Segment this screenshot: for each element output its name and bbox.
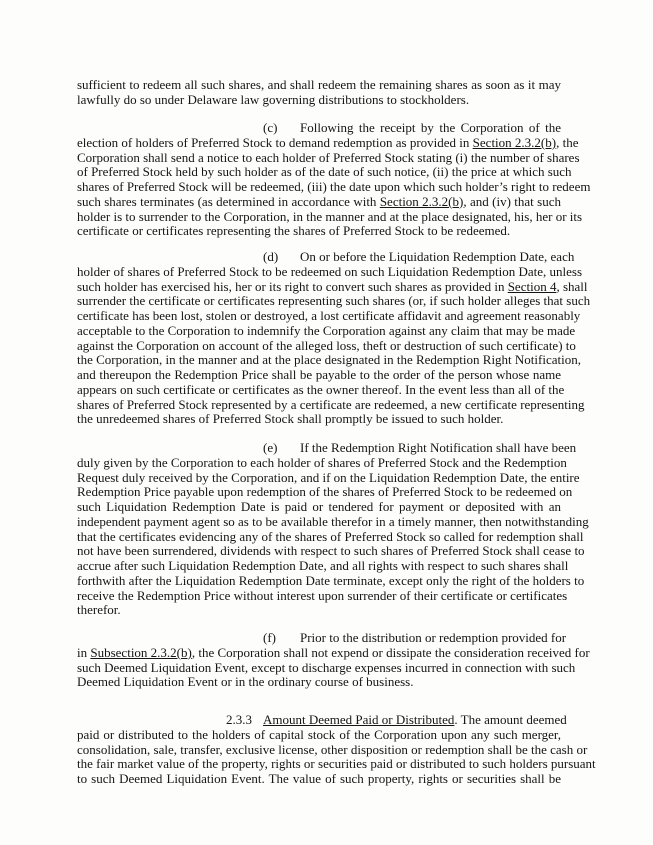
text-line (77, 756, 596, 772)
text-line (77, 396, 585, 413)
section-2-3-3 (77, 712, 596, 787)
text-segment: , shall (556, 278, 588, 294)
line-text (77, 528, 584, 545)
text-line (77, 352, 581, 368)
line-text (77, 396, 585, 413)
paragraph-d (77, 249, 591, 427)
text-line (77, 630, 567, 646)
text-segment: , the (556, 134, 579, 150)
text-line (77, 772, 561, 787)
line-text (77, 149, 580, 166)
text-line (77, 121, 561, 136)
text-segment: therefor. (77, 602, 121, 618)
text-line (77, 308, 581, 324)
paragraph-label: (d) (263, 249, 279, 264)
line-text (77, 659, 576, 676)
text-line (77, 587, 568, 604)
text-line (77, 337, 576, 354)
paragraph-label: (f) (263, 630, 276, 645)
text-segment: sufficient to redeem all such shares, and shall redeem the remaining shares as soon as it may (77, 77, 561, 92)
text-segment: shares of Preferred Stock represented by a certificate are redeemed, a new certificate representing (77, 396, 585, 412)
text-line (77, 712, 567, 728)
text-line (77, 484, 573, 500)
paragraph-e (77, 440, 589, 618)
text-segment: If the Redemption Right Notification shall have been (300, 440, 577, 455)
line-text (77, 134, 579, 151)
line-text (77, 543, 585, 559)
text-segment: the unredeemed shares of Preferred Stock shall promptly be issued to such holder. (77, 411, 504, 427)
text-segment: such shares terminates (as determined in accordance with (77, 193, 380, 209)
section-reference: Section 2.3.2(b) (379, 193, 464, 209)
text-segment: against the Corporation on account of the alleged loss, theft or destruction of such certificate) to (77, 337, 576, 353)
section-reference: Section 4 (507, 278, 557, 294)
line-text (77, 572, 585, 589)
line-text (77, 741, 588, 758)
text-segment: the Corporation, in the manner and at the place designated in the Redemption Right Notification, (77, 352, 581, 368)
text-segment: acceptable to the Corporation to indemnify the Corporation against any claim that may be made (77, 322, 576, 338)
text-segment: such Deemed Liquidation Event, except to discharge expenses incurred in connection with such (77, 659, 576, 675)
text-segment: in (77, 644, 91, 660)
line-text (77, 293, 591, 309)
line-text (77, 644, 590, 661)
text-segment: shares of Preferred Stock will be redeemed, (iii) the date upon which such holder’s right to redeem (77, 179, 591, 194)
text-line (77, 528, 584, 545)
line-text (77, 164, 572, 180)
text-line (77, 78, 561, 93)
text-segment: , the Corporation shall not expend or dissipate the consideration received for (191, 644, 590, 660)
paragraph-label: (c) (263, 120, 278, 135)
text-line (77, 224, 561, 239)
line-text (77, 195, 561, 210)
text-line (77, 469, 580, 486)
text-line (77, 603, 561, 618)
text-segment: such Liquidation Redemption Date is paid or tendered for payment or deposited with an (77, 499, 561, 514)
text-segment: and thereupon the Redemption Price shall be payable to the order of the person whose name (77, 367, 561, 382)
line-text (300, 440, 577, 456)
line-text (77, 337, 576, 354)
text-line (77, 500, 561, 515)
text-segment: . The amount deemed (454, 712, 567, 727)
text-segment: duly given by the Corporation to each holder of shares of Preferred Stock and the Redemption (77, 454, 567, 470)
section-reference: Section 2.3.2(b) (472, 134, 557, 150)
text-segment: On or before the Liquidation Redemption Date, each (300, 249, 575, 264)
line-text (77, 322, 576, 339)
text-line (77, 454, 567, 471)
text-segment: such holder has exercised his, her or its right to convert such shares as provided in (77, 278, 508, 294)
line-text (300, 121, 561, 136)
text-segment: of Preferred Stock held by such holder as of the date of such notice, (ii) the price at which such (77, 164, 572, 180)
line-text (77, 772, 561, 787)
paragraph-c (77, 120, 591, 239)
text-segment: paid or distributed to the holders of capital stock of the Corporation upon any such merger, (77, 726, 561, 742)
text-line (77, 149, 580, 166)
text-line (77, 293, 591, 309)
line-text (77, 179, 591, 195)
line-text (77, 603, 561, 618)
text-segment: Following the receipt by the Corporation of the (300, 120, 561, 135)
text-line (77, 440, 577, 456)
text-segment: consolidation, sale, transfer, exclusive license, other disposition or redemption shall be the cash or (77, 741, 588, 757)
line-text (77, 412, 561, 427)
text-segment: forthwith after the Liquidation Redemption Date terminate, except only the right of the holders to (77, 572, 585, 588)
text-line (77, 659, 576, 676)
text-line (77, 543, 585, 559)
text-line (77, 93, 561, 108)
text-segment: Deemed Liquidation Event or in the ordinary course of business. (77, 674, 414, 690)
text-segment: holder of shares of Preferred Stock to be redeemed on such Liquidation Redemption Date, unless (77, 263, 583, 279)
line-text (77, 513, 589, 530)
line-text (77, 728, 561, 743)
line-text (77, 93, 561, 108)
text-segment: independent payment agent so as to be available therefor in a timely manner, then notwithstanding (77, 513, 589, 529)
line-text (77, 381, 565, 398)
line-text (77, 263, 583, 280)
text-segment: accrue after such Liquidation Redemption Date, and all rights with respect to such shares shall (77, 558, 569, 573)
text-segment: lawfully do so under Delaware law governing distributions to stockholders. (77, 91, 470, 107)
line-text (77, 484, 573, 500)
line-text (77, 78, 561, 93)
line-text (77, 208, 583, 225)
line-text (77, 308, 581, 324)
text-line (77, 208, 583, 225)
text-line (77, 412, 561, 427)
text-line (77, 263, 583, 280)
text-segment: certificate has been lost, stolen or destroyed, a lost certificate affidavit and agreement reasonably (77, 308, 581, 323)
text-line (77, 381, 565, 398)
text-segment: election of holders of Preferred Stock to demand redemption as provided in (77, 134, 473, 150)
text-segment: Corporation shall send a notice to each holder of Preferred Stock stating (i) the number of shares (77, 149, 580, 165)
text-segment: to such Deemed Liquidation Event. The value of such property, rights or securities shall be (77, 771, 561, 786)
line-text (77, 587, 568, 604)
line-text (77, 469, 580, 486)
line-text (263, 712, 567, 728)
line-text (77, 675, 561, 690)
text-segment: appears on such certificate or certificates as the owner thereof. In the event less than all of the (77, 381, 565, 397)
line-text (77, 352, 581, 368)
text-segment: the fair market value of the property, rights or securities paid or distributed to such holders pursuant (77, 756, 596, 772)
paragraph-label: (e) (263, 440, 278, 455)
paragraph-continuation (77, 78, 561, 108)
section-reference: Subsection 2.3.2(b) (90, 644, 192, 660)
text-line (77, 741, 588, 758)
line-text (77, 558, 569, 574)
line-text (300, 249, 575, 265)
text-line (77, 644, 590, 661)
section-reference: Amount Deemed Paid or Distributed (263, 712, 455, 727)
line-text (77, 278, 588, 295)
text-segment: Prior to the distribution or redemption provided for (300, 630, 567, 645)
text-line (77, 675, 561, 690)
line-text (77, 224, 561, 239)
line-text (77, 500, 561, 515)
text-segment: certificate or certificates representing the shares of Preferred Stock to be redeemed. (77, 223, 511, 239)
line-text (77, 756, 596, 772)
text-line (77, 572, 585, 589)
text-segment: , and (iv) that such (463, 193, 561, 209)
text-line (77, 368, 561, 383)
text-segment: receive the Redemption Price without interest upon surrender of their certificate or certificates (77, 587, 568, 603)
text-line (77, 278, 588, 295)
text-line (77, 558, 569, 574)
text-line (77, 728, 561, 743)
text-line (77, 164, 572, 180)
text-line (77, 322, 576, 339)
text-line (77, 513, 589, 530)
text-line (77, 195, 561, 210)
text-line (77, 179, 591, 195)
paragraph-label: 2.3.3 (226, 712, 252, 727)
paragraph-f (77, 630, 590, 690)
text-segment: surrender the certificate or certificates representing such shares (or, if such holder alleges that such (77, 293, 591, 309)
text-segment: not have been surrendered, dividends with respect to such shares of Preferred Stock shall cease to (77, 543, 585, 559)
text-segment: that the certificates evidencing any of the shares of Preferred Stock so called for redemption shall (77, 528, 584, 544)
text-segment: Redemption Price payable upon redemption of the shares of Preferred Stock to be redeemed on (77, 484, 573, 500)
text-line (77, 134, 579, 151)
text-segment: holder is to surrender to the Corporation, in the manner and at the place designated, his, her or its (77, 208, 583, 224)
text-segment: Request duly received by the Corporation, and if on the Liquidation Redemption Date, the entire (77, 469, 580, 485)
text-line (77, 249, 575, 265)
line-text (300, 630, 567, 646)
line-text (77, 368, 561, 383)
line-text (77, 454, 567, 471)
